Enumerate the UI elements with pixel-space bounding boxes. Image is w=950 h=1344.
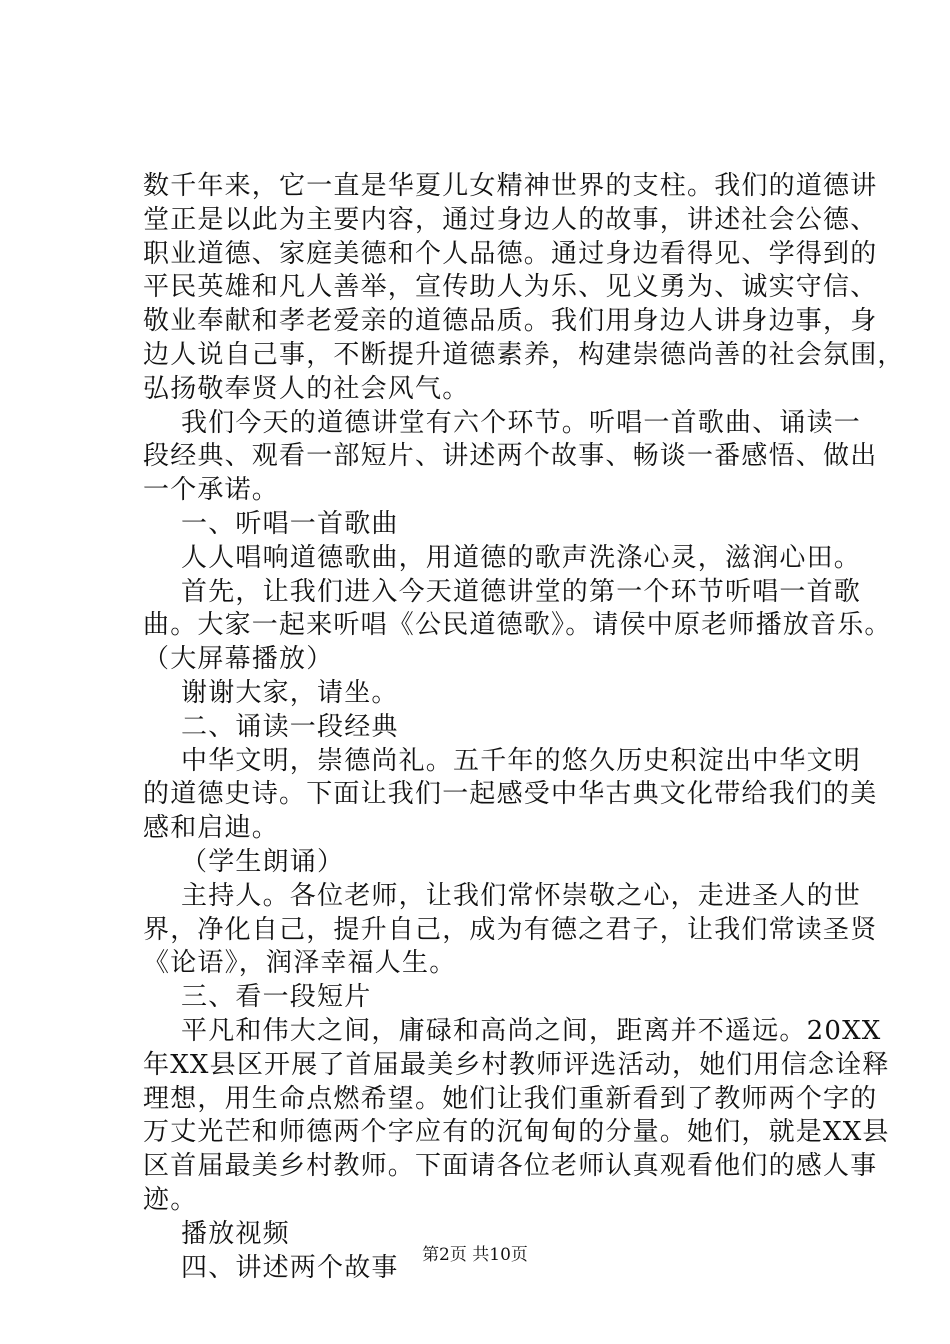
text-line: 《论语》，润泽幸福人生。 bbox=[143, 948, 457, 979]
text-line: 人人唱响道德歌曲，用道德的歌声洗涤心灵，滋润心田。 bbox=[181, 542, 862, 573]
text-line: （大屏幕播放） bbox=[143, 644, 334, 675]
text-line: 感和启迪。 bbox=[143, 813, 280, 844]
text-line: 曲。大家一起来听唱《公民道德歌》。请侯中原老师播放音乐。 bbox=[143, 610, 892, 641]
text-line: 一、听唱一首歌曲 bbox=[181, 508, 399, 539]
text-line: 二、诵读一段经典 bbox=[181, 711, 399, 742]
text-line: 堂正是以此为主要内容，通过身边人的故事，讲述社会公德、 bbox=[143, 204, 878, 235]
text-line: 平凡和伟大之间，庸碌和高尚之间，距离并不遥远。20XX bbox=[181, 1015, 882, 1046]
text-line: 中华文明，崇德尚礼。五千年的悠久历史积淀出中华文明 bbox=[181, 745, 862, 776]
text-line: 数千年来，它一直是华夏儿女精神世界的支柱。我们的道德讲 bbox=[143, 171, 878, 201]
text-line: 四、讲述两个故事 bbox=[181, 1252, 399, 1283]
text-line: （学生朗诵） bbox=[181, 846, 345, 877]
text-line: 三、看一段短片 bbox=[181, 982, 372, 1013]
text-line: 年XX县区开展了首届最美乡村教师评选活动，她们用信念诠释 bbox=[143, 1049, 890, 1080]
text-line: 我们今天的道德讲堂有六个环节。听唱一首歌曲、诵读一 bbox=[181, 407, 862, 438]
text-line: 迹。 bbox=[143, 1184, 198, 1215]
page-footer: 第2页 共10页 bbox=[422, 1245, 528, 1265]
text-line: 敬业奉献和孝老爱亲的道德品质。我们用身边人讲身边事，身 bbox=[143, 306, 878, 337]
text-line: 的道德史诗。下面让我们一起感受中华古典文化带给我们的美 bbox=[143, 779, 878, 810]
text-line: 主持人。各位老师，让我们常怀崇敬之心，走进圣人的世 bbox=[181, 880, 862, 911]
text-line: 弘扬敬奉贤人的社会风气。 bbox=[143, 373, 470, 404]
text-line: 平民英雄和凡人善举，宣传助人为乐、见义勇为、诚实守信、 bbox=[143, 272, 878, 303]
text-line: 万丈光芒和师德两个字应有的沉甸甸的分量。她们，就是XX县 bbox=[143, 1117, 890, 1148]
text-line: 段经典、观看一部短片、讲述两个故事、畅谈一番感悟、做出 bbox=[143, 441, 878, 472]
text-line: 边人说自己事，不断提升道德素养，构建崇德尚善的社会氛围， bbox=[143, 339, 905, 370]
text-line: 理想，用生命点燃希望。她们让我们重新看到了教师两个字的 bbox=[143, 1083, 878, 1114]
text-line: 一个承诺。 bbox=[143, 475, 280, 506]
body-text bbox=[143, 170, 905, 1285]
text-line: 播放视频 bbox=[181, 1218, 290, 1249]
text-line: 谢谢大家，请坐。 bbox=[181, 677, 399, 708]
text-line: 首先，让我们进入今天道德讲堂的第一个环节听唱一首歌 bbox=[181, 576, 862, 607]
text-line: 职业道德、家庭美德和个人品德。通过身边看得见、学得到的 bbox=[143, 238, 878, 269]
text-line: 界，净化自己，提升自己，成为有德之君子，让我们常读圣贤 bbox=[143, 914, 878, 945]
text-line: 区首届最美乡村教师。下面请各位老师认真观看他们的感人事 bbox=[143, 1151, 878, 1182]
